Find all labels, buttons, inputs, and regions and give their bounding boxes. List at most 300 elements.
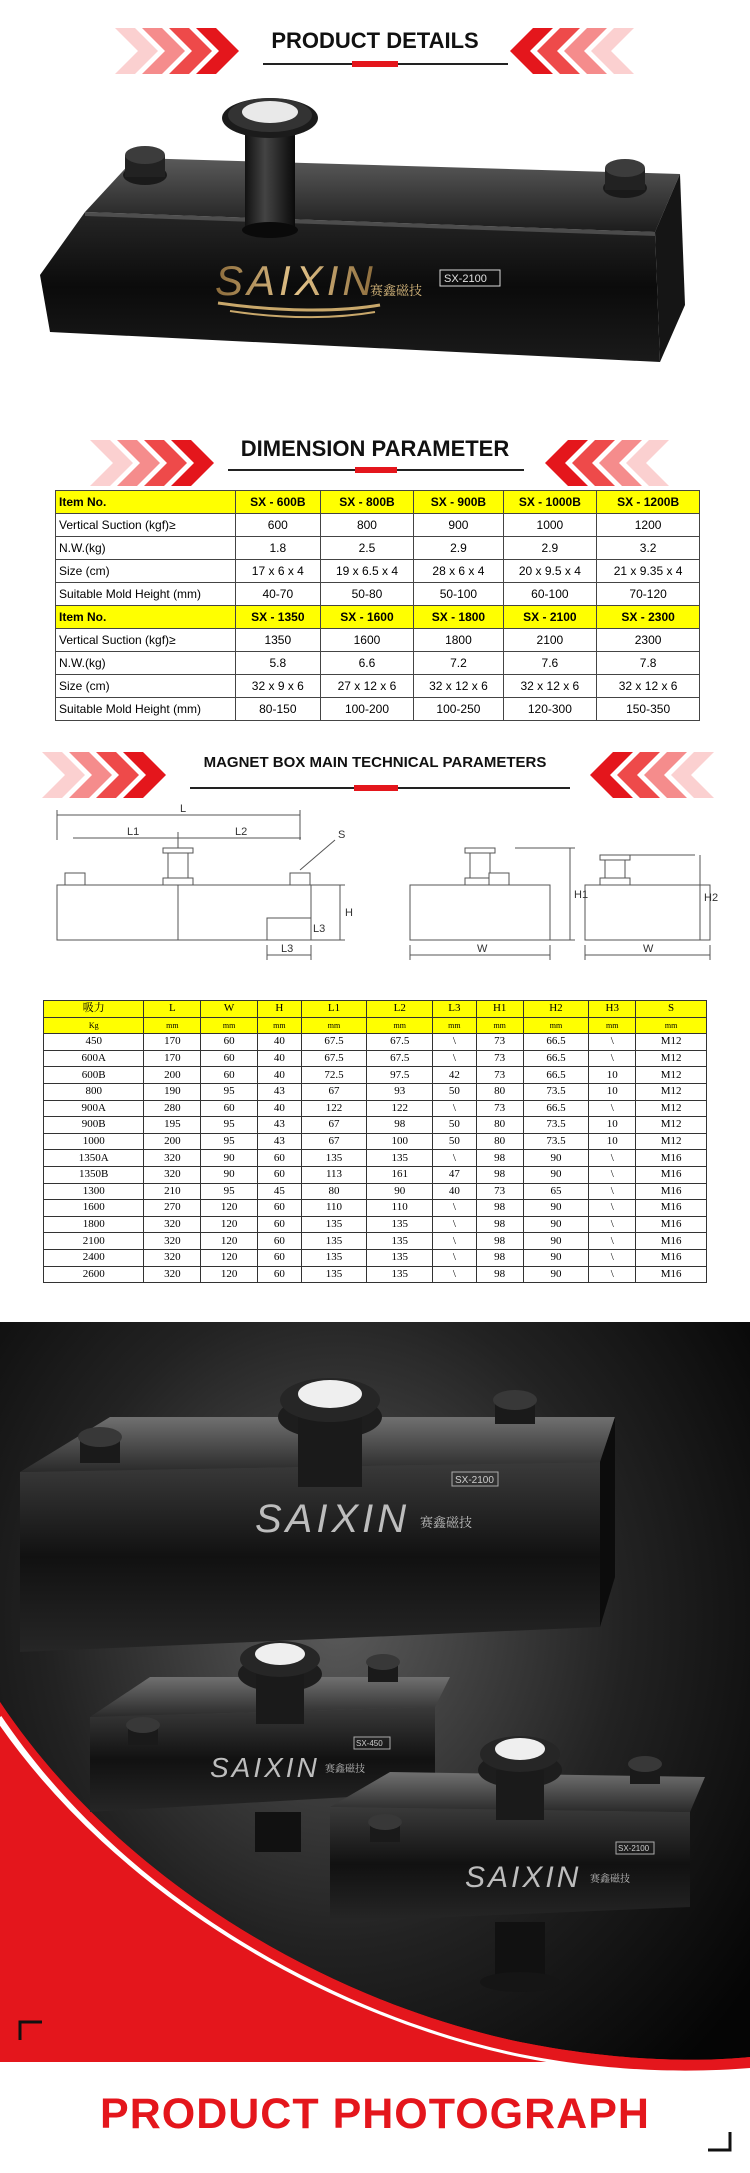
table-header-cell: SX - 1000B: [503, 491, 597, 514]
table-cell: M12: [636, 1100, 707, 1117]
table-header-cell: SX - 1800: [414, 606, 503, 629]
table-cell: \: [433, 1249, 477, 1266]
table-cell: M16: [636, 1183, 707, 1200]
table-cell: 98: [476, 1166, 523, 1183]
table-cell: 32 x 12 x 6: [414, 675, 503, 698]
table-cell: 100: [367, 1133, 433, 1150]
table-cell: 320: [144, 1166, 201, 1183]
dim-label-h1: H1: [574, 889, 589, 901]
hero-brand-logo: SAIXIN: [215, 257, 377, 304]
magnet-box-product-image: [40, 100, 710, 390]
table-cell: 270: [144, 1200, 201, 1217]
table-header-row: [44, 1001, 707, 1018]
product-photo-scene: [0, 1322, 750, 2168]
table-header-cell: L3: [433, 1001, 477, 1018]
table-cell: 65: [523, 1183, 589, 1200]
table-cell: 135: [367, 1233, 433, 1250]
table-cell: 32 x 12 x 6: [597, 675, 700, 698]
table-cell: 95: [201, 1183, 258, 1200]
table-cell: 80: [301, 1183, 367, 1200]
photo-box1-brand: SAIXIN: [255, 1497, 411, 1541]
table-cell: 60: [201, 1067, 258, 1084]
table-cell: 7.8: [597, 652, 700, 675]
table-header-cell: H3: [589, 1001, 636, 1018]
table-cell: 200: [144, 1133, 201, 1150]
table-cell: \: [433, 1100, 477, 1117]
table-cell: \: [589, 1034, 636, 1051]
table-cell: 90: [523, 1216, 589, 1233]
table-header-cell: mm: [258, 1017, 302, 1034]
table-header-cell: mm: [523, 1017, 589, 1034]
table-cell: 60: [201, 1100, 258, 1117]
table-cell: Vertical Suction (kgf)≥: [56, 514, 236, 537]
dimension-table: [55, 490, 700, 721]
table-cell: 10: [589, 1117, 636, 1134]
table-cell: 320: [144, 1233, 201, 1250]
table-row: [44, 1183, 707, 1200]
table-row: [56, 698, 700, 721]
table-cell: 320: [144, 1216, 201, 1233]
table-cell: \: [433, 1216, 477, 1233]
table-header-row: [56, 606, 700, 629]
table-header-cell: mm: [636, 1017, 707, 1034]
table-cell: 90: [367, 1183, 433, 1200]
table-cell: 2600: [44, 1266, 144, 1283]
table-cell: 72.5: [301, 1067, 367, 1084]
table-cell: M12: [636, 1050, 707, 1067]
table-cell: 1.8: [236, 537, 321, 560]
table-cell: 66.5: [523, 1067, 589, 1084]
table-cell: 90: [523, 1266, 589, 1283]
table-cell: 47: [433, 1166, 477, 1183]
table-cell: 1350: [236, 629, 321, 652]
table-cell: 50: [433, 1133, 477, 1150]
table-cell: 170: [144, 1034, 201, 1051]
table-cell: 1600: [44, 1200, 144, 1217]
table-row: [44, 1050, 707, 1067]
table-cell: 40-70: [236, 583, 321, 606]
table-cell: 43: [258, 1133, 302, 1150]
dim-label-l: L: [180, 803, 187, 815]
table-row: [44, 1133, 707, 1150]
table-cell: 161: [367, 1166, 433, 1183]
table-cell: 120: [201, 1266, 258, 1283]
table-cell: 900: [414, 514, 503, 537]
table-cell: \: [433, 1233, 477, 1250]
table-cell: 2.5: [320, 537, 414, 560]
table-cell: 67.5: [301, 1034, 367, 1051]
table-cell: \: [589, 1183, 636, 1200]
table-cell: 113: [301, 1166, 367, 1183]
table-header-cell: Item No.: [56, 606, 236, 629]
table-row: [44, 1067, 707, 1084]
table-header-cell: mm: [433, 1017, 477, 1034]
table-header-cell: SX - 1600: [320, 606, 414, 629]
table-cell: 45: [258, 1183, 302, 1200]
photo-box1-brand-cn: 赛鑫磁技: [420, 1516, 473, 1531]
table-cell: 2.9: [503, 537, 597, 560]
photo-box2-brand: SAIXIN: [210, 1752, 320, 1783]
table-cell: 70-120: [597, 583, 700, 606]
table-cell: 135: [301, 1249, 367, 1266]
table-cell: 10: [589, 1083, 636, 1100]
table-cell: 150-350: [597, 698, 700, 721]
table-cell: 135: [301, 1150, 367, 1167]
table-cell: 40: [258, 1067, 302, 1084]
table-cell: 21 x 9.35 x 4: [597, 560, 700, 583]
table-cell: 90: [523, 1150, 589, 1167]
table-cell: 67: [301, 1117, 367, 1134]
table-cell: 135: [367, 1249, 433, 1266]
table-row: [44, 1034, 707, 1051]
photo-box2-model: SX-450: [356, 1739, 383, 1748]
dimension-diagram: [45, 800, 719, 970]
table-cell: M16: [636, 1200, 707, 1217]
table-cell: 73.5: [523, 1133, 589, 1150]
table-row: [56, 583, 700, 606]
table-cell: 5.8: [236, 652, 321, 675]
table-cell: 73: [476, 1067, 523, 1084]
dim-label-h: H: [345, 907, 353, 919]
table-cell: 60: [258, 1150, 302, 1167]
table-cell: 135: [301, 1216, 367, 1233]
table-cell: 800: [44, 1083, 144, 1100]
table-cell: 50: [433, 1083, 477, 1100]
table-cell: 80: [476, 1133, 523, 1150]
table-cell: 17 x 6 x 4: [236, 560, 321, 583]
table-header-cell: SX - 2100: [503, 606, 597, 629]
table-cell: 100-250: [414, 698, 503, 721]
table-cell: 66.5: [523, 1100, 589, 1117]
table-cell: 1000: [503, 514, 597, 537]
table-header-cell: mm: [476, 1017, 523, 1034]
table-cell: 98: [476, 1216, 523, 1233]
table-cell: 19 x 6.5 x 4: [320, 560, 414, 583]
table-row: [44, 1200, 707, 1217]
table-cell: 280: [144, 1100, 201, 1117]
table-header-cell: SX - 800B: [320, 491, 414, 514]
table-cell: 900A: [44, 1100, 144, 1117]
table-cell: 67: [301, 1133, 367, 1150]
table-header-row: [44, 1017, 707, 1034]
table-cell: 60: [258, 1166, 302, 1183]
table-cell: 600A: [44, 1050, 144, 1067]
table-cell: 2400: [44, 1249, 144, 1266]
table-row: [44, 1100, 707, 1117]
table-cell: 73: [476, 1050, 523, 1067]
table-cell: \: [589, 1050, 636, 1067]
dimension-title: DIMENSION PARAMETER: [240, 436, 510, 461]
table-cell: 195: [144, 1117, 201, 1134]
table-cell: 73: [476, 1100, 523, 1117]
table-cell: 450: [44, 1034, 144, 1051]
table-cell: 98: [476, 1266, 523, 1283]
table-cell: 2300: [597, 629, 700, 652]
hero-model-label: SX-2100: [444, 273, 487, 285]
tech-title: MAGNET BOX MAIN TECHNICAL PARAMETERS: [203, 754, 547, 771]
table-cell: 90: [201, 1150, 258, 1167]
table-cell: \: [433, 1150, 477, 1167]
table-cell: 40: [433, 1183, 477, 1200]
table-cell: 50: [433, 1117, 477, 1134]
table-header-cell: SX - 900B: [414, 491, 503, 514]
table-header-cell: Kg: [44, 1017, 144, 1034]
table-cell: 73.5: [523, 1117, 589, 1134]
photograph-title: PRODUCT PHOTOGRAPH: [100, 2090, 650, 2138]
table-cell: 10: [589, 1067, 636, 1084]
table-cell: 95: [201, 1133, 258, 1150]
table-cell: Size (cm): [56, 560, 236, 583]
table-cell: 120: [201, 1233, 258, 1250]
table-cell: M12: [636, 1034, 707, 1051]
table-cell: 135: [301, 1266, 367, 1283]
table-row: [56, 675, 700, 698]
table-cell: M16: [636, 1216, 707, 1233]
table-cell: 1350A: [44, 1150, 144, 1167]
table-cell: \: [433, 1266, 477, 1283]
table-cell: 97.5: [367, 1067, 433, 1084]
table-cell: 73: [476, 1034, 523, 1051]
dim-label-l2: L2: [235, 826, 248, 838]
table-cell: M16: [636, 1249, 707, 1266]
table-cell: 200: [144, 1067, 201, 1084]
table-cell: 50-100: [414, 583, 503, 606]
table-cell: \: [589, 1200, 636, 1217]
table-cell: 98: [476, 1249, 523, 1266]
table-cell: 98: [367, 1117, 433, 1134]
table-cell: 73.5: [523, 1083, 589, 1100]
table-cell: 135: [301, 1233, 367, 1250]
table-cell: 28 x 6 x 4: [414, 560, 503, 583]
table-cell: \: [589, 1150, 636, 1167]
photo-box3-brand: SAIXIN: [465, 1861, 582, 1894]
table-cell: 1350B: [44, 1166, 144, 1183]
photo-box2-brand-cn: 赛鑫磁技: [325, 1764, 365, 1775]
table-cell: 190: [144, 1083, 201, 1100]
table-row: [44, 1233, 707, 1250]
table-cell: 98: [476, 1150, 523, 1167]
table-cell: 120: [201, 1216, 258, 1233]
photo-box1-model: SX-2100: [455, 1475, 494, 1486]
dim-label-l1: L1: [127, 826, 140, 838]
hero-brand-cn: 赛鑫磁技: [370, 284, 423, 299]
table-row: [56, 514, 700, 537]
table-cell: 1600: [320, 629, 414, 652]
table-cell: 6.6: [320, 652, 414, 675]
table-cell: M12: [636, 1133, 707, 1150]
table-header-cell: SX - 600B: [236, 491, 321, 514]
dim-label-l3: L3: [281, 943, 294, 955]
table-cell: \: [589, 1216, 636, 1233]
table-cell: \: [433, 1050, 477, 1067]
table-header-cell: mm: [367, 1017, 433, 1034]
dim-label-w-1: W: [477, 943, 488, 955]
table-cell: 27 x 12 x 6: [320, 675, 414, 698]
table-cell: 66.5: [523, 1050, 589, 1067]
table-cell: 1800: [44, 1216, 144, 1233]
table-row: [44, 1266, 707, 1283]
table-cell: 40: [258, 1034, 302, 1051]
table-cell: N.W.(kg): [56, 537, 236, 560]
table-cell: 2100: [503, 629, 597, 652]
table-cell: 7.2: [414, 652, 503, 675]
table-cell: 600B: [44, 1067, 144, 1084]
dim-label-h2: H2: [704, 892, 719, 904]
table-cell: 135: [367, 1150, 433, 1167]
table-row: [44, 1083, 707, 1100]
table-cell: 110: [301, 1200, 367, 1217]
table-header-row: [56, 491, 700, 514]
photo-box3-model: SX-2100: [618, 1844, 650, 1853]
dim-label-s: S: [338, 829, 346, 841]
table-cell: 98: [476, 1200, 523, 1217]
table-cell: 60: [201, 1034, 258, 1051]
table-row: [44, 1216, 707, 1233]
table-cell: 1000: [44, 1133, 144, 1150]
table-header-cell: SX - 1200B: [597, 491, 700, 514]
table-cell: 120: [201, 1249, 258, 1266]
dim-label-w-2: W: [643, 943, 654, 955]
table-header-cell: SX - 1350: [236, 606, 321, 629]
table-row: [44, 1117, 707, 1134]
table-header-cell: mm: [144, 1017, 201, 1034]
table-header-cell: L: [144, 1001, 201, 1018]
table-cell: 90: [523, 1166, 589, 1183]
table-row: [56, 560, 700, 583]
table-cell: 2100: [44, 1233, 144, 1250]
table-cell: \: [589, 1266, 636, 1283]
table-cell: 800: [320, 514, 414, 537]
table-cell: 2.9: [414, 537, 503, 560]
table-cell: 3.2: [597, 537, 700, 560]
table-cell: Suitable Mold Height (mm): [56, 698, 236, 721]
table-cell: 90: [523, 1249, 589, 1266]
table-cell: 90: [201, 1166, 258, 1183]
table-cell: 43: [258, 1083, 302, 1100]
table-cell: 95: [201, 1117, 258, 1134]
table-cell: \: [589, 1100, 636, 1117]
table-cell: 90: [523, 1233, 589, 1250]
product-photograph: [0, 1322, 750, 2168]
table-header-cell: 吸力: [44, 1001, 144, 1018]
tech-red-bar: [354, 785, 398, 791]
table-row: [44, 1249, 707, 1266]
table-cell: 60: [258, 1249, 302, 1266]
table-cell: 60: [258, 1216, 302, 1233]
table-cell: 110: [367, 1200, 433, 1217]
table-header-cell: L1: [301, 1001, 367, 1018]
table-cell: 60-100: [503, 583, 597, 606]
table-cell: 1200: [597, 514, 700, 537]
table-cell: \: [589, 1233, 636, 1250]
table-cell: M16: [636, 1266, 707, 1283]
tech-parameters-table: [43, 1000, 707, 1283]
table-cell: 66.5: [523, 1034, 589, 1051]
table-cell: 20 x 9.5 x 4: [503, 560, 597, 583]
table-cell: 135: [367, 1266, 433, 1283]
table-cell: 10: [589, 1133, 636, 1150]
table-cell: 122: [301, 1100, 367, 1117]
table-cell: 67.5: [301, 1050, 367, 1067]
table-cell: 60: [258, 1266, 302, 1283]
table-cell: 73: [476, 1183, 523, 1200]
table-cell: \: [589, 1249, 636, 1266]
table-cell: M16: [636, 1233, 707, 1250]
table-header-cell: L2: [367, 1001, 433, 1018]
table-cell: 95: [201, 1083, 258, 1100]
table-header-cell: mm: [201, 1017, 258, 1034]
table-header-cell: mm: [589, 1017, 636, 1034]
table-cell: 40: [258, 1100, 302, 1117]
table-cell: 600: [236, 514, 321, 537]
table-cell: 67.5: [367, 1034, 433, 1051]
dim-label-l3-vertical: L3: [313, 923, 326, 935]
table-cell: 43: [258, 1117, 302, 1134]
table-cell: 900B: [44, 1117, 144, 1134]
table-header-cell: SX - 2300: [597, 606, 700, 629]
table-cell: 60: [258, 1200, 302, 1217]
table-cell: \: [589, 1166, 636, 1183]
table-header-cell: S: [636, 1001, 707, 1018]
table-cell: \: [433, 1034, 477, 1051]
table-cell: 98: [476, 1233, 523, 1250]
table-cell: 320: [144, 1249, 201, 1266]
table-cell: 320: [144, 1266, 201, 1283]
table-cell: 90: [523, 1200, 589, 1217]
table-row: [56, 537, 700, 560]
table-header-cell: H: [258, 1001, 302, 1018]
table-cell: 7.6: [503, 652, 597, 675]
table-cell: M12: [636, 1067, 707, 1084]
photo-box3-brand-cn: 赛鑫磁技: [590, 1874, 630, 1885]
table-cell: 32 x 12 x 6: [503, 675, 597, 698]
table-cell: 120: [201, 1200, 258, 1217]
table-row: [56, 652, 700, 675]
table-cell: 32 x 9 x 6: [236, 675, 321, 698]
table-header-cell: H2: [523, 1001, 589, 1018]
table-cell: Size (cm): [56, 675, 236, 698]
table-cell: M12: [636, 1117, 707, 1134]
details-title: PRODUCT DETAILS: [271, 28, 479, 53]
table-cell: 320: [144, 1150, 201, 1167]
table-header-cell: W: [201, 1001, 258, 1018]
table-cell: M12: [636, 1083, 707, 1100]
table-cell: 120-300: [503, 698, 597, 721]
table-cell: 80: [476, 1117, 523, 1134]
table-cell: Vertical Suction (kgf)≥: [56, 629, 236, 652]
table-cell: 210: [144, 1183, 201, 1200]
table-cell: 67.5: [367, 1050, 433, 1067]
table-header-cell: mm: [301, 1017, 367, 1034]
table-cell: 67: [301, 1083, 367, 1100]
table-cell: 135: [367, 1216, 433, 1233]
table-cell: 122: [367, 1100, 433, 1117]
table-cell: N.W.(kg): [56, 652, 236, 675]
table-row: [44, 1150, 707, 1167]
table-row: [44, 1166, 707, 1183]
table-cell: \: [433, 1200, 477, 1217]
table-cell: 60: [258, 1233, 302, 1250]
table-cell: Suitable Mold Height (mm): [56, 583, 236, 606]
table-header-cell: H1: [476, 1001, 523, 1018]
table-row: [56, 629, 700, 652]
table-cell: 80-150: [236, 698, 321, 721]
table-cell: 60: [201, 1050, 258, 1067]
table-cell: M16: [636, 1166, 707, 1183]
table-cell: 1800: [414, 629, 503, 652]
table-cell: 1300: [44, 1183, 144, 1200]
table-header-cell: Item No.: [56, 491, 236, 514]
